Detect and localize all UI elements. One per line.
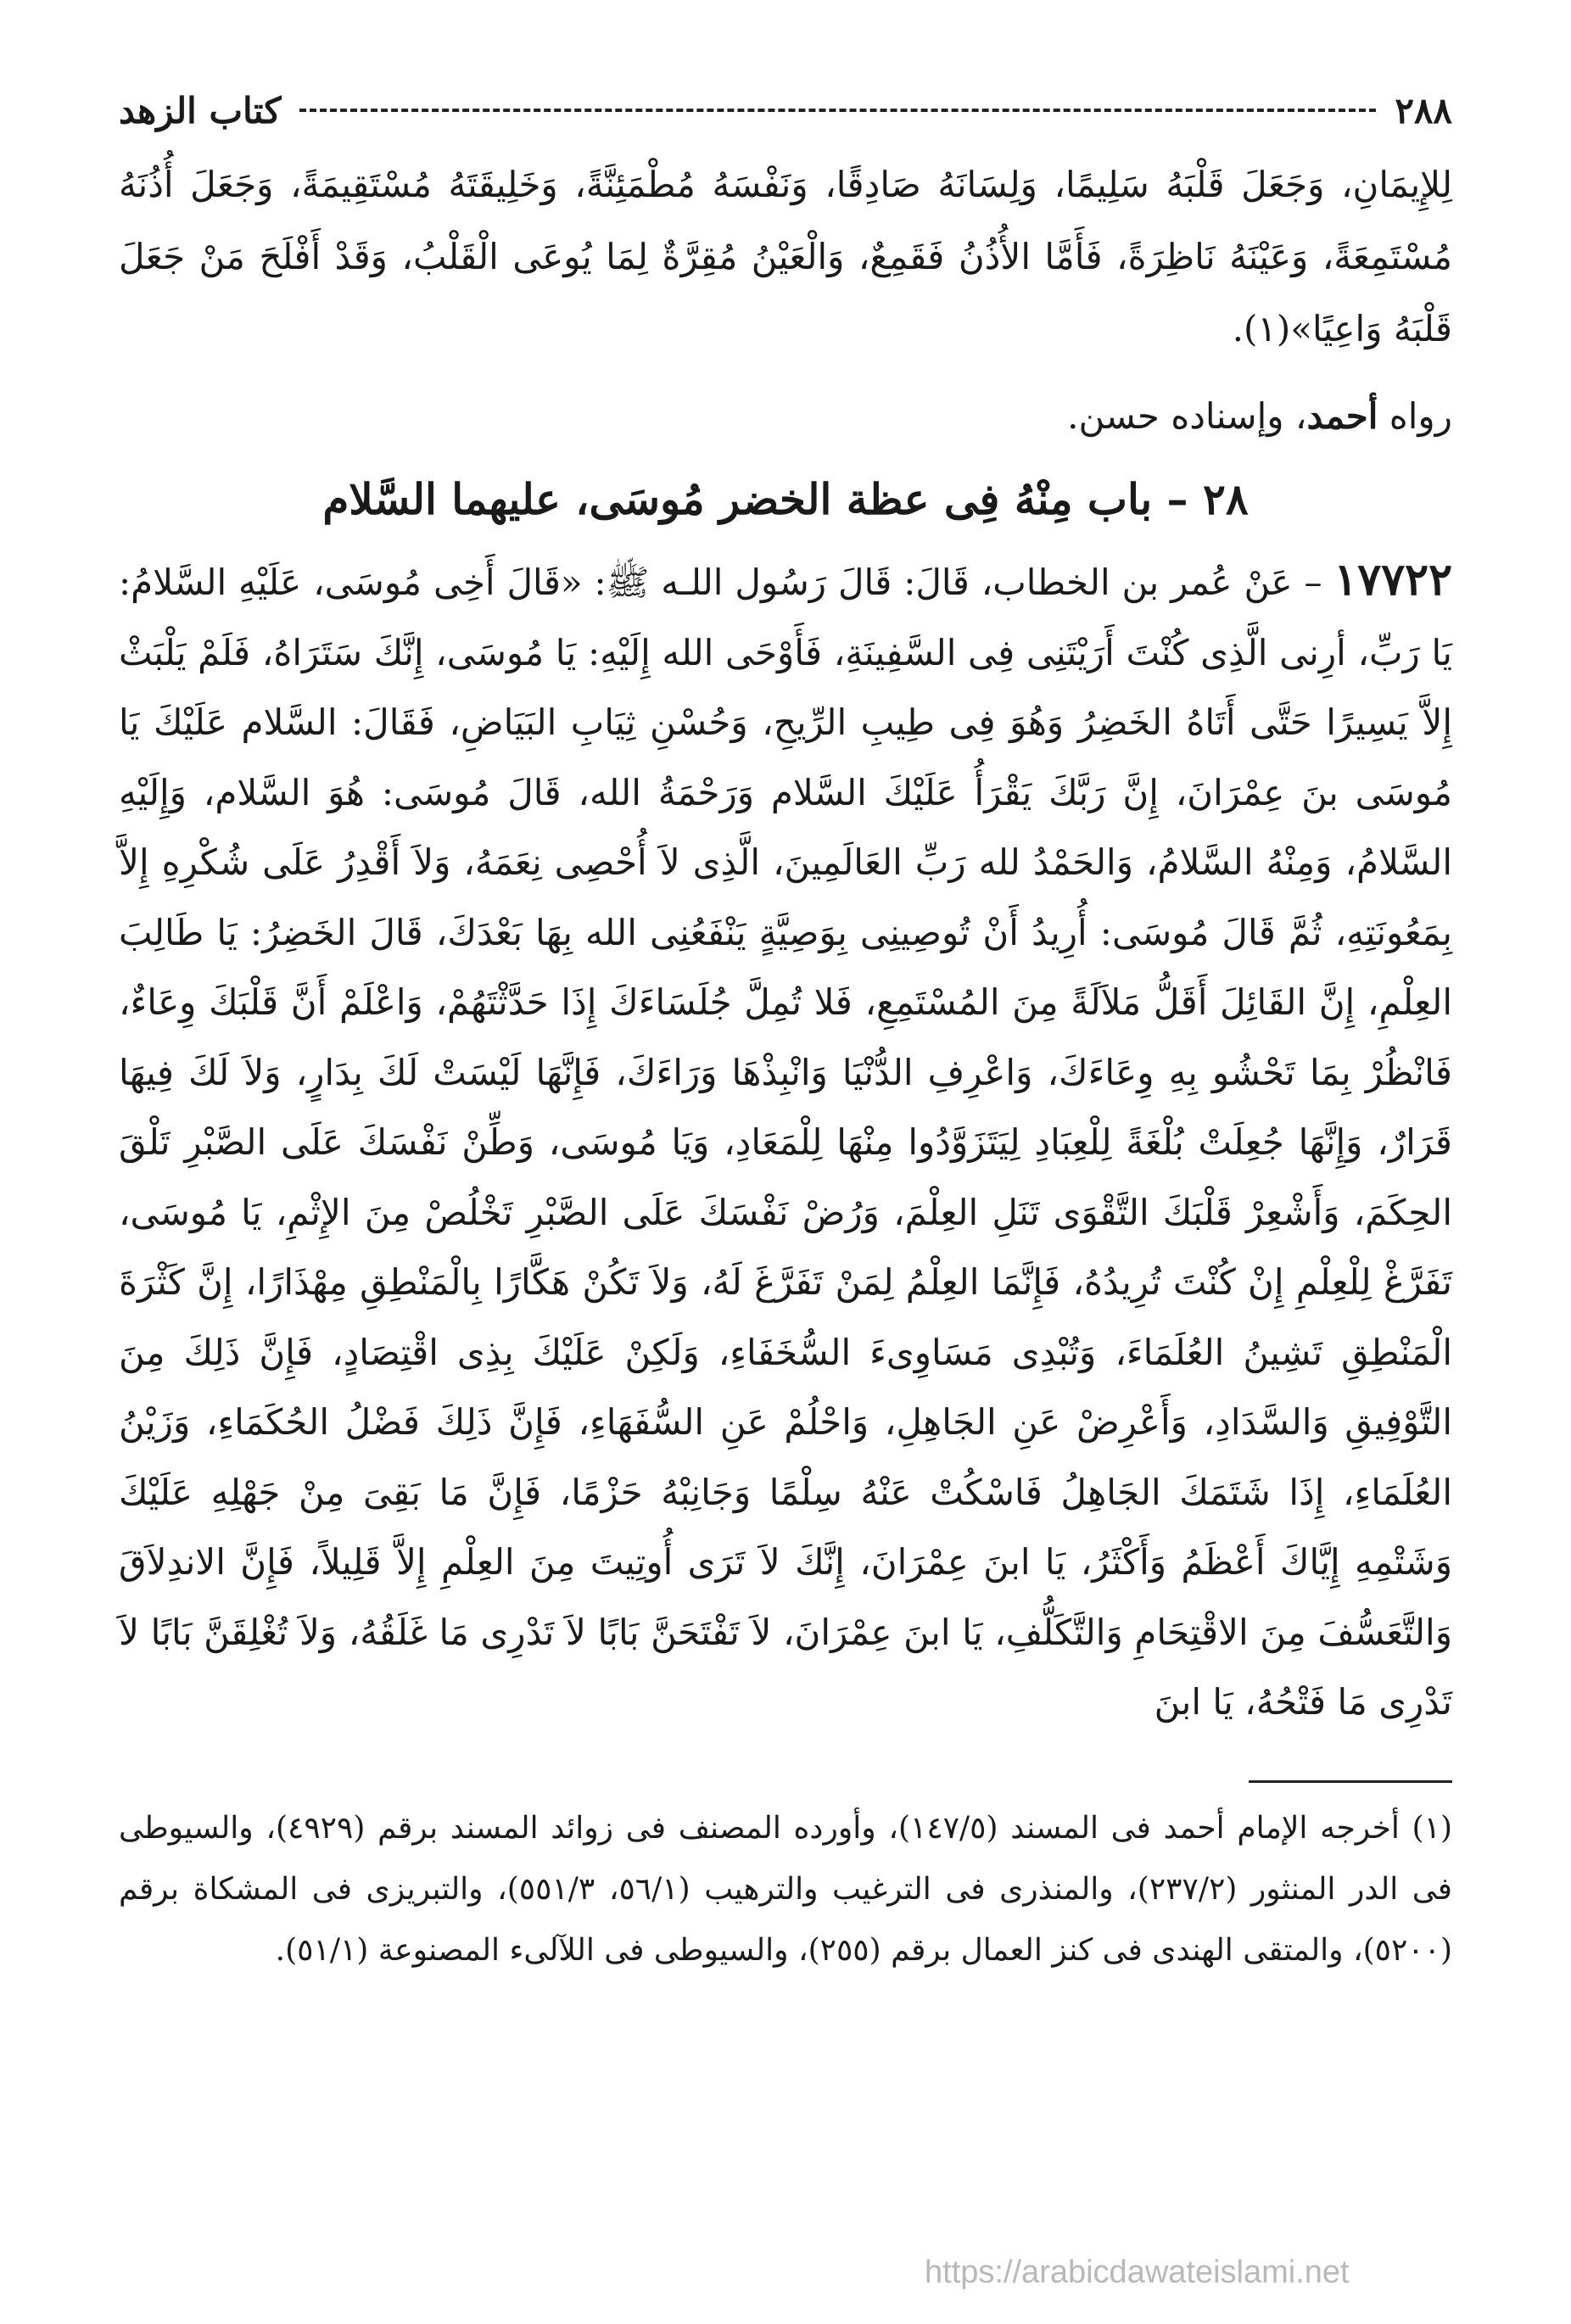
intro-paragraph [119,148,1452,365]
header-dashed-rule [299,109,1376,112]
hadith-paragraph [119,545,1452,1738]
chapter-heading: ٢٨ – باب مِنْهُ فِى عظة الخضر مُوسَى، عليهما السَّلام [322,474,1249,524]
book-title: كتاب الزهد [119,89,282,131]
narration-line [119,380,1452,452]
hadith-text: – عَنْ عُمر بن الخطاب، قَالَ: قَالَ رَسُول اللـه ﷺ: «قَالَ أَخِى مُوسَى، عَلَيْهِ السَّلامُ: يَا رَبِّ، أرِنى الَّذِى كُنْتَ أَرَيْتَنِى فِى السَّفِينَةِ، فَأَوْحَى الله إِلَيْهِ: يَا مُوسَى، إِنَّكَ سَتَرَاهُ، فَلَمْ يَلْبَثْ إِلاَّ يَسِيرًا حَتَّى أَتَاهُ الخَضِرُ وَهُوَ فِى طِيبِ الرِّيحِ، وَحُسْنِ ثِيَابِ البَيَاضِ، فَقَالَ: السَّلام عَلَيْكَ يَا مُوسَى بنَ عِمْرَانَ، إِنَّ رَبَّكَ يَقْرَأُ عَلَيْكَ السَّلام وَرَحْمَةُ الله، قَالَ مُوسَى: هُوَ السَّلام، وَإِلَيْهِ السَّلامُ، وَمِنْهُ السَّلامُ، وَالحَمْدُ لله رَبِّ العَالَمِينَ، الَّذِى لاَ أُحْصِى نِعَمَهُ، وَلاَ أَقْدِرُ عَلَى شُكْرِهِ إِلاَّ بِمَعُونَتِهِ، ثُمَّ قَالَ مُوسَى: أُرِيدُ أَنْ تُوصِينِى بِوَصِيَّةٍ يَنْفَعُنِى الله بِهَا بَعْدَكَ، قَالَ الخَضِرُ: يَا طَالِبَ العِلْمِ، إِنَّ القَائِلَ أَقَلُّ مَلاَلَةً مِنَ المُسْتَمِعِ، فَلا تُمِلَّ جُلَسَاءَكَ إِذَا حَدَّثْتَهُمْ، وَاعْلَمْ أَنَّ قَلْبَكَ وِعَاءٌ، فَانْظُرْ بِمَا تَحْشُو بِهِ وِعَاءَكَ، وَاعْرِفِ الدُّنْيَا وَانْبِذْهَا وَرَاءَكَ، فَإِنَّهَا لَيْسَتْ لَكَ بِدَارٍ، وَلاَ لَكَ فِيهَا قَرَارٌ، وَإِنَّهَا جُعِلَتْ بُلْغَةً لِلْعِبَادِ لِيَتَزَوَّدُوا مِنْهَا لِلْمَعَادِ، وَيَا مُوسَى، وَطِّنْ نَفْسَكَ عَلَى الصَّبْرِ تَلْقَ الحِكَمَ، وَأَشْعِرْ قَلْبَكَ التَّقْوَى تَنَلِ العِلْمَ، وَرُضْ نَفْسَكَ عَلَى الصَّبْرِ تَخْلُصْ مِنَ الإِثْمِ، يَا مُوسَى، تَفَرَّغْ لِلْعِلْمِ إِنْ كُنْتَ تُرِيدُهُ، فَإِنَّمَا العِلْمُ لِمَنْ تَفَرَّغَ لَهُ، وَلاَ تَكُنْ هَكَّارًا بِالْمَنْطِقِ مِهْذَارًا، إِنَّ كَثْرَةَ الْمَنْطِقِ تَشِينُ العُلَمَاءَ، وَتُبْدِى مَسَاوِىءَ السُّخَفَاءِ، وَلَكِنْ عَلَيْكَ بِذِى اقْتِصَادٍ، فَإِنَّ ذَلِكَ مِنَ التَّوْفِيقِ وَالسَّدَادِ، وَأَعْرِضْ عَنِ الجَاهِلِ، وَاحْلُمْ عَنِ السُّفَهَاءِ، فَإِنَّ ذَلِكَ فَضْلُ الحُكَمَاءِ، وَزَيْنُ العُلَمَاءِ، إِذَا شَتَمَكَ الجَاهِلُ فَاسْكُتْ عَنْهُ سِلْمًا وَجَانِبْهُ حَزْمًا، فَإِنَّ مَا بَقِىَ مِنْ جَهْلِهِ عَلَيْكَ وَشَتْمِهِ إِيَّاكَ أَعْظَمُ وَأَكْثَرُ، يَا ابنَ عِمْرَانَ، إِنَّكَ لاَ تَرَى أُوتِيتَ مِنَ العِلْمِ إِلاَّ قَلِيلاً، فَإِنَّ الاندِلاَقَ وَالتَّعَسُّفَ مِنَ الاقْتِحَامِ وَالتَّكَلُّفِ، يَا ابنَ عِمْرَانَ، لاَ تَفْتَحَنَّ بَابًا لاَ تَدْرِى مَا غَلَقُهُ، وَلاَ تُغْلِقَنَّ بَابًا لاَ تَدْرِى مَا فَتْحُهُ، يَا ابنَ [119,561,1452,1723]
hadith-number: ١٧٧٢٢ [1333,554,1453,606]
footnote-1: (١) أخرجه الإمام أحمد فى المسند (١٤٧/٥)، وأورده المصنف فى زوائد المسند برقم (٤٩٢٩)، والسيوطى فى الدر المنثور (٢٣٧/٢)، والمنذرى فى الترغيب والترهيب (٥٦/١، ٥٥١/٣)، والتبريزى فى المشكاة برقم (٥٢٠٠)، والمتقى الهندى فى كنز العمال برقم (٢٥٥)، والسيوطى فى اللآلىء المصنوعة (٥١/١). [119,1810,1452,1968]
footnotes [119,1798,1452,1981]
running-header [119,81,1452,140]
narration-prefix: رواه [1378,395,1452,437]
narrator-name: أحمد [1306,395,1378,437]
footnote-separator [1249,1780,1452,1783]
page-number: ٢٨٨ [1395,89,1452,131]
watermark: https://arabicdawateislami.net [925,2254,1350,2290]
intro-text: لِلإِيمَانِ، وَجَعَلَ قَلْبَهُ سَلِيمًا، وَلِسَانَهُ صَادِقًا، وَنَفْسَهُ مُطْمَئِنَّةً، وَخَلِيقَتَهُ مُسْتَقِيمَةً، وَجَعَلَ أُذُنَهُ مُسْتَمِعَةً، وَعَيْنَهُ نَاظِرَةً، فَأَمَّا الأُذُنُ فَقَمِعٌ، وَالْعَيْنُ مُقِرَّةٌ لِمَا يُوعَى الْقَلْبُ، وَقَدْ أَفْلَحَ مَنْ جَعَلَ قَلْبَهُ وَاعِيًا»(١). [119,164,1452,349]
narration-suffix: ، وإسناده حسن. [1067,395,1307,437]
